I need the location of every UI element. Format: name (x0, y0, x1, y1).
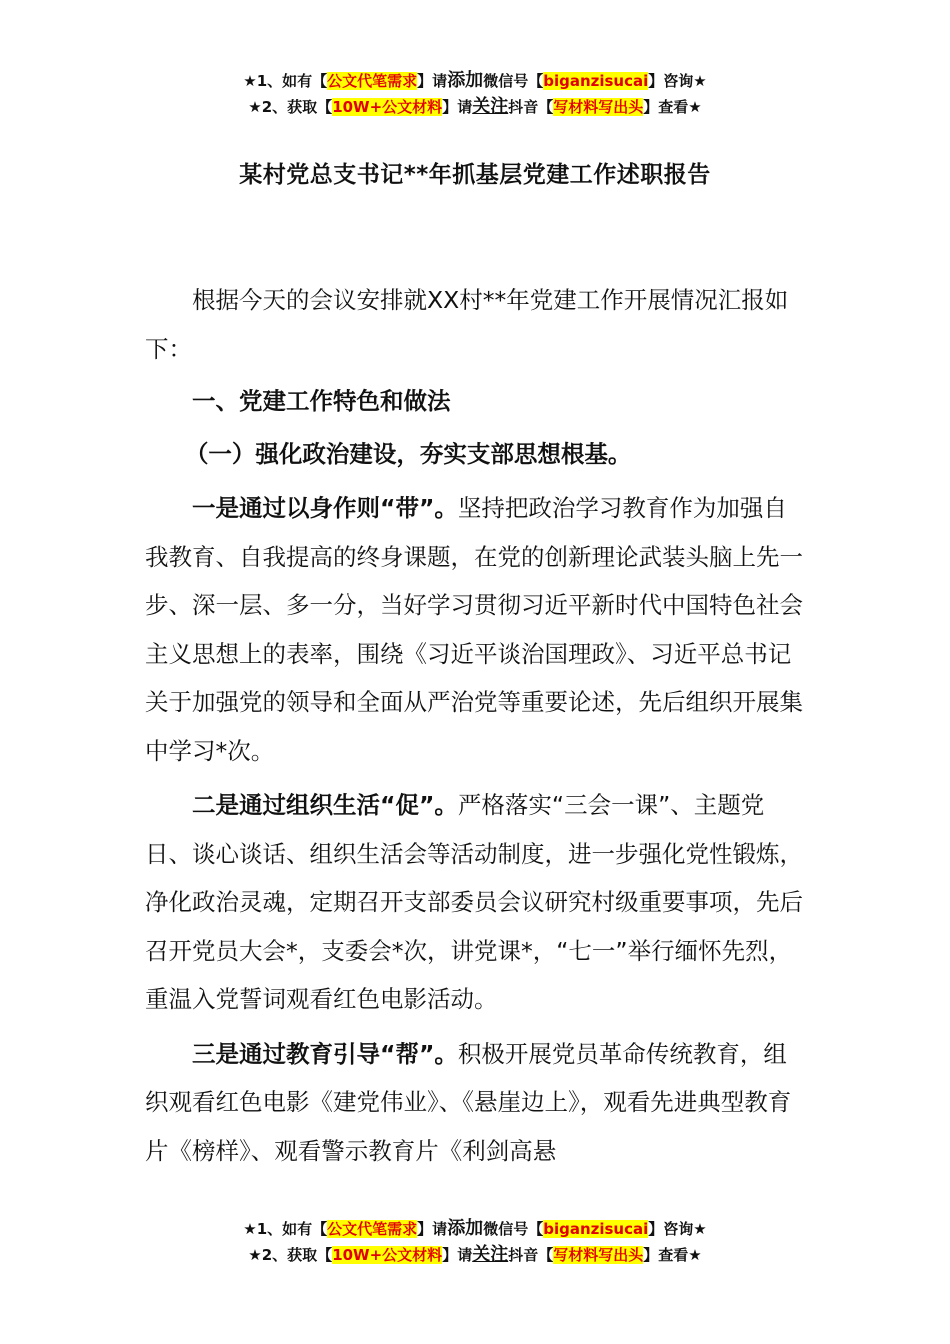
paragraph-2 (145, 781, 810, 1024)
document-title: 某村党总支书记**年抓基层党建工作述职报告 (239, 162, 711, 188)
subsection-heading: （一）强化政治建设，夯实支部思想根基。 (184, 439, 632, 468)
promo-text: 关注 (472, 96, 509, 117)
paragraph-text: 坚持把政治学习教育作为加强自我教育、自我提高的终身课题，在党的创新理论武装头脑上先一步、深一层、多一分，当好学习贯彻习近平新时代中国特色社会主义思想上的表率，围绕《习近平谈治国理政》、习近平总书记关于加强党的领导和全面从严治党等重要论述，先后组织开展集中学习*次。 (145, 494, 803, 765)
promo-text: 】请 (417, 1220, 448, 1238)
promo-text: 】查看★ (643, 1246, 702, 1264)
paragraph-text: 积极开展党员革命传统教育，组织观看红色电影《建党伟业》、《悬崖边上》，观看先进典型教育片《榜样》、观看警示教育片《利剑高悬 (145, 1039, 792, 1165)
paragraph-3 (145, 1030, 810, 1176)
promo-line-2 (0, 1242, 950, 1268)
promo-text: 】咨询★ (648, 72, 707, 90)
paragraph-text: 严格落实“三会一课”、主题党日、谈心谈话、组织生活会等活动制度，进一步强化党性锻炼，净化政治灵魂，定期召开支部委员会议研究村级重要事项，先后召开党员大会*，支委会*次，讲党课*，“七一”举行缅怀先烈，重温入党誓词观看红色电影活动。 (145, 791, 803, 1013)
promo-text: 】咨询★ (648, 1220, 707, 1238)
promo-text: ★2、获取【 (248, 98, 333, 116)
promo-text: 抖音【 (508, 1246, 554, 1264)
promo-text: ★1、如有【 (243, 72, 328, 90)
promo-text: 关注 (472, 1244, 509, 1265)
promo-line-1 (0, 68, 950, 94)
promo-line-1 (0, 1216, 950, 1242)
promo-text: 】请 (442, 98, 473, 116)
promo-text: 】查看★ (643, 98, 702, 116)
intro-paragraph: 根据今天的会议安排就XX村**年党建工作开展情况汇报如下： (145, 286, 789, 363)
promo-highlight: 公文代笔需求 (327, 72, 418, 90)
promo-text: ★1、如有【 (243, 1220, 328, 1238)
promo-text: 添加 (447, 1218, 484, 1239)
paragraph-lead: 一是通过以身作则“带”。 (192, 494, 458, 522)
promo-text: 微信号【 (483, 72, 544, 90)
promo-douyin-id: 写材料写出头 (553, 1246, 644, 1264)
promo-highlight: 10W+公文材料 (332, 1246, 443, 1264)
document-body (145, 276, 810, 1175)
promo-banner-bottom (0, 1216, 950, 1268)
promo-text: 添加 (447, 70, 484, 91)
section-heading: 一、党建工作特色和做法 (192, 387, 451, 415)
promo-text: 抖音【 (508, 98, 554, 116)
promo-highlight: 公文代笔需求 (327, 1220, 418, 1238)
promo-line-2 (0, 94, 950, 120)
promo-wechat-id: biganzisucai (543, 72, 649, 90)
paragraph-lead: 二是通过组织生活“促”。 (192, 791, 458, 819)
paragraph-1 (145, 484, 810, 775)
promo-text: 微信号【 (483, 1220, 544, 1238)
promo-highlight: 10W+公文材料 (332, 98, 443, 116)
promo-text: 】请 (442, 1246, 473, 1264)
paragraph-lead: 三是通过教育引导“帮”。 (192, 1039, 458, 1068)
promo-wechat-id: biganzisucai (543, 1220, 649, 1238)
promo-banner-top (0, 68, 950, 120)
promo-douyin-id: 写材料写出头 (553, 98, 644, 116)
promo-text: 】请 (417, 72, 448, 90)
promo-text: ★2、获取【 (248, 1246, 333, 1264)
